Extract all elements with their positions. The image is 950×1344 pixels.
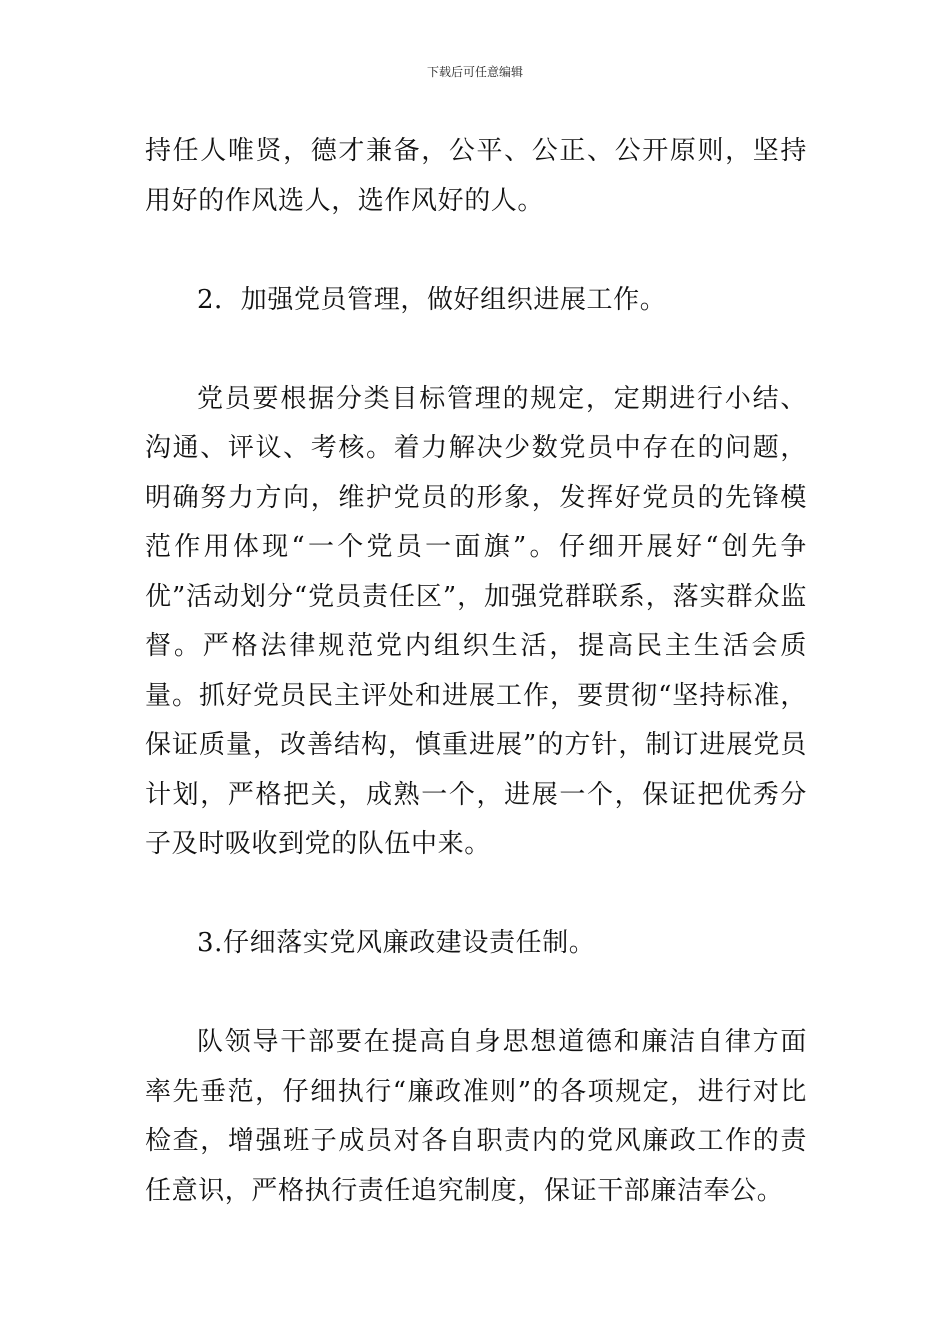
document-body xyxy=(145,127,807,1216)
paragraph-anti-corruption: 队领导干部要在提高自身思想道德和廉洁自律方面率先垂范，仔细执行“廉政准则”的各项规定，进行对比检查，增强班子成员对各自职责内的党风廉政工作的责任意识，严格执行责任追究制度，保证干部廉洁奉公。 xyxy=(145,1027,807,1206)
page-header-note: 下载后可任意编辑 xyxy=(426,65,523,79)
section-heading-3: 3.仔细落实党风廉政建设责任制。 xyxy=(197,928,596,958)
paragraph-party-member-management: 党员要根据分类目标管理的规定，定期进行小结、沟通、评议、考核。着力解决少数党员中存在的问题，明确努力方向，维护党员的形象，发挥好党员的先锋模范作用体现“一个党员一面旗”。仔细开展好“创先争优”活动划分“党员责任区”，加强党群联系，落实群众监督。严格法律规范党内组织生活，提高民主生活会质量。抓好党员民主评处和进展工作，要贯彻“坚持标准，保证质量，改善结构，慎重进展”的方针，制订进展党员计划，严格把关，成熟一个，进展一个，保证把优秀分子及时吸收到党的队伍中来。 xyxy=(145,383,807,859)
paragraph-continuation: 持任人唯贤，德才兼备，公平、公正、公开原则，坚持用好的作风选人，选作风好的人。 xyxy=(145,136,807,216)
section-heading-2: 2．加强党员管理，做好组织进展工作。 xyxy=(197,284,667,315)
